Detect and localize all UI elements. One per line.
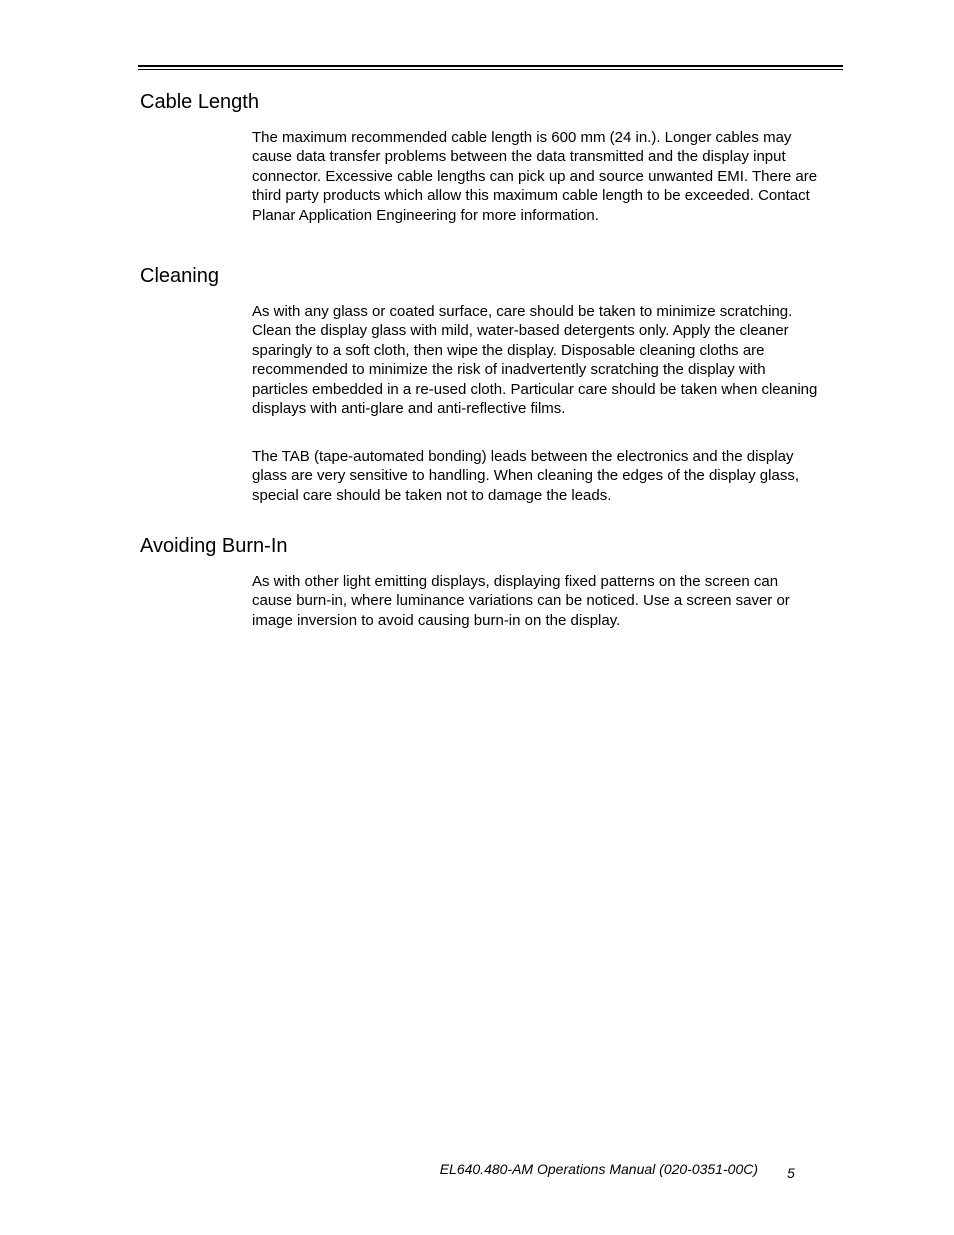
footer-manual-title: EL640.480-AM Operations Manual (020-0351-00C) bbox=[439, 1161, 758, 1177]
cleaning-paragraph-1: As with any glass or coated surface, care should be taken to minimize scratching. Clean the display glass with mild, water-based detergents only. Apply the cleaner sparingly to a soft cloth, then wipe the display. Disposable cleaning cloths are recommended to minimize the risk of inadvertently scratching the display with particles embedded in a re-used cloth. Particular care should be taken when cleaning displays with anti-glare and anti-reflective films. bbox=[252, 303, 818, 418]
page-number: 5 bbox=[787, 1165, 795, 1181]
cleaning-paragraph-2: The TAB (tape-automated bonding) leads between the electronics and the display glass are very sensitive to handling. When cleaning the edges of the display glass, special care should be taken not to damage the leads. bbox=[252, 448, 799, 504]
section-heading-cleaning: Cleaning bbox=[140, 265, 219, 287]
section-heading-cable-length: Cable Length bbox=[140, 91, 259, 113]
header-rule-thick bbox=[138, 65, 843, 67]
header-rule-thin bbox=[138, 69, 843, 70]
section-heading-avoiding-burn-in: Avoiding Burn-In bbox=[140, 535, 288, 557]
cable-length-paragraph: The maximum recommended cable length is 600 mm (24 in.). Longer cables may cause data transfer problems between the data transmitted and the display input connector. Excessive cable lengths can pick up and source unwanted EMI. There are third party products which allow this maximum cable length to be exceeded. Contact Planar Application Engineering for more information. bbox=[252, 129, 818, 224]
avoiding-burn-in-paragraph: As with other light emitting displays, displaying fixed patterns on the screen can cause burn-in, where luminance variations can be noticed. Use a screen saver or image inversion to avoid causing burn-in on the display. bbox=[252, 573, 790, 629]
